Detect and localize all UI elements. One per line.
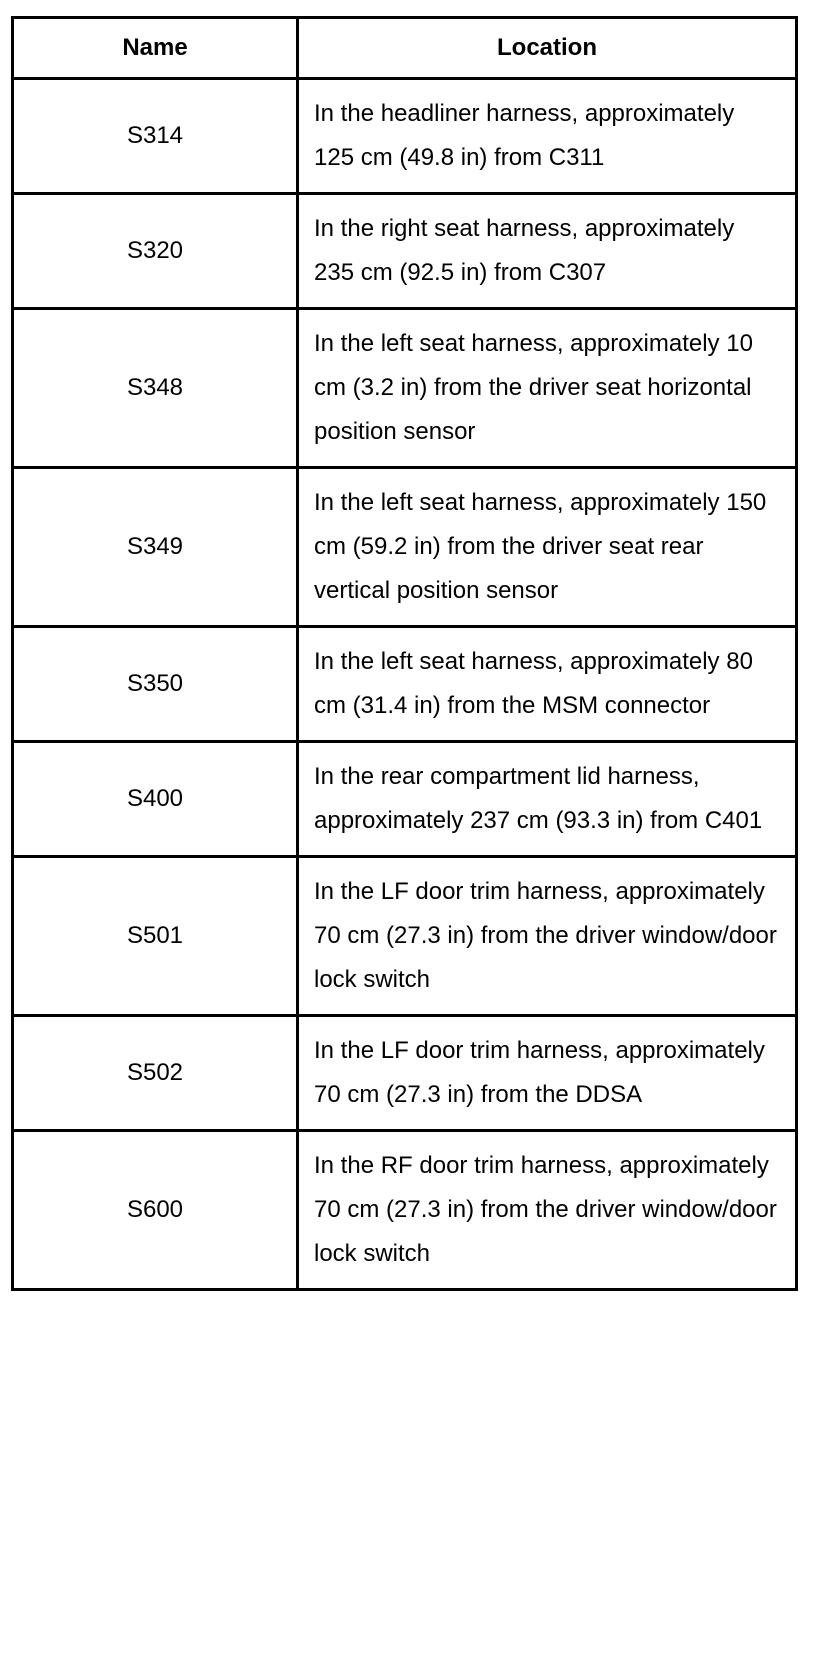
table-row [13, 194, 797, 309]
splice-location-cell: In the rear compartment lid harness, approximately 237 cm (93.3 in) from C401 [298, 742, 797, 857]
splice-name-cell: S600 [13, 1131, 298, 1290]
table-row [13, 1016, 797, 1131]
splice-location-table [11, 16, 798, 1291]
splice-location-cell: In the left seat harness, approximately 80 cm (31.4 in) from the MSM connector [298, 627, 797, 742]
splice-location-cell: In the left seat harness, approximately 150 cm (59.2 in) from the driver seat rear vertical position sensor [298, 468, 797, 627]
splice-name-cell: S349 [13, 468, 298, 627]
header-row [13, 18, 797, 79]
table-row [13, 742, 797, 857]
splice-name-cell: S348 [13, 309, 298, 468]
splice-location-cell: In the LF door trim harness, approximately 70 cm (27.3 in) from the DDSA [298, 1016, 797, 1131]
splice-name-cell: S314 [13, 79, 298, 194]
table-row [13, 309, 797, 468]
splice-name-cell: S502 [13, 1016, 298, 1131]
splice-location-cell: In the LF door trim harness, approximately 70 cm (27.3 in) from the driver window/door lock switch [298, 857, 797, 1016]
splice-location-cell: In the headliner harness, approximately 125 cm (49.8 in) from C311 [298, 79, 797, 194]
splice-name-cell: S320 [13, 194, 298, 309]
splice-location-cell: In the right seat harness, approximately 235 cm (92.5 in) from C307 [298, 194, 797, 309]
column-header-location: Location [298, 18, 797, 79]
table-row [13, 79, 797, 194]
table-row [13, 1131, 797, 1290]
splice-location-cell: In the left seat harness, approximately 10 cm (3.2 in) from the driver seat horizontal position sensor [298, 309, 797, 468]
table-row [13, 468, 797, 627]
table-header [13, 18, 797, 79]
splice-name-cell: S400 [13, 742, 298, 857]
splice-name-cell: S350 [13, 627, 298, 742]
column-header-name: Name [13, 18, 298, 79]
table-row [13, 857, 797, 1016]
splice-location-cell: In the RF door trim harness, approximately 70 cm (27.3 in) from the driver window/door lock switch [298, 1131, 797, 1290]
splice-name-cell: S501 [13, 857, 298, 1016]
table-body [13, 79, 797, 1290]
table-row [13, 627, 797, 742]
